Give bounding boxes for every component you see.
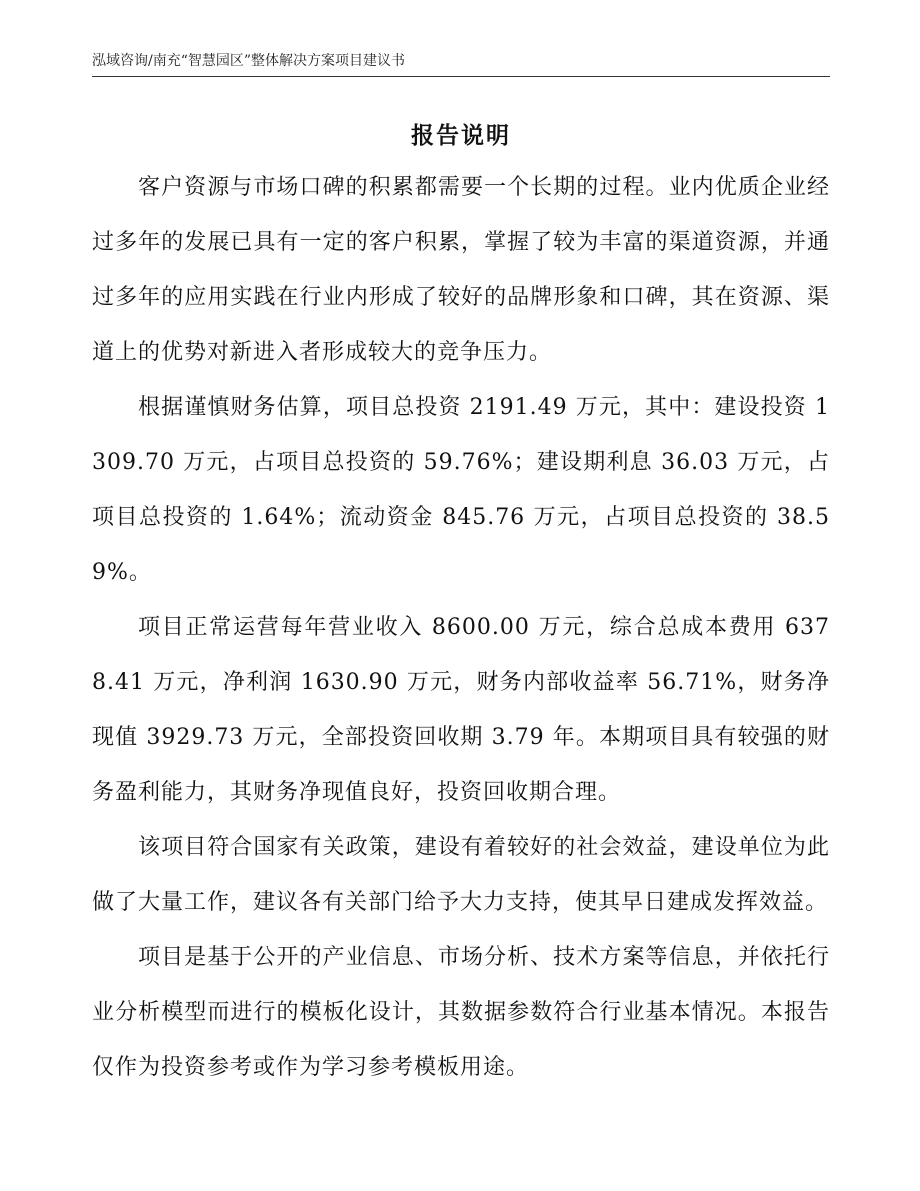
paragraph-disclaimer: 项目是基于公开的产业信息、市场分析、技术方案等信息，并依托行业分析模型而进行的模板化设计，其数据参数符合行业基本情况。本报告仅作为投资参考或作为学习参考模板用途。	[92, 945, 830, 1080]
paragraph-operations: 项目正常运营每年营业收入 8600.00 万元，综合总成本费用 6378.41 万元，净利润 1630.90 万元，财务内部收益率 56.71%，财务净现值 3929.73 万元，全部投资回收期 3.79 年。本期项目具有较强的财务盈利能力，其财务净现值良好，投资回收期合理。	[92, 615, 830, 805]
section-title: 报告说明	[411, 122, 511, 149]
paragraph-market: 客户资源与市场口碑的积累都需要一个长期的过程。业内优质企业经过多年的发展已具有一定的客户积累，掌握了较为丰富的渠道资源，并通过多年的应用实践在行业内形成了较好的品牌形象和口碑，其在资源、渠道上的优势对新进入者形成较大的竞争压力。	[92, 175, 830, 365]
running-header: 泓域咨询/南充“智慧园区”整体解决方案项目建议书	[92, 53, 406, 69]
document-body	[92, 160, 830, 1095]
paragraph-investment: 根据谨慎财务估算，项目总投资 2191.49 万元，其中：建设投资 1309.70 万元，占项目总投资的 59.76%；建设期利息 36.03 万元，占项目总投资的 1.64%；流动资金 845.76 万元，占项目总投资的 38.59%。	[92, 395, 830, 585]
paragraph-policy: 该项目符合国家有关政策，建设有着较好的社会效益，建设单位为此做了大量工作，建议各有关部门给予大力支持，使其早日建成发挥效益。	[92, 835, 830, 915]
header-divider	[92, 76, 830, 77]
